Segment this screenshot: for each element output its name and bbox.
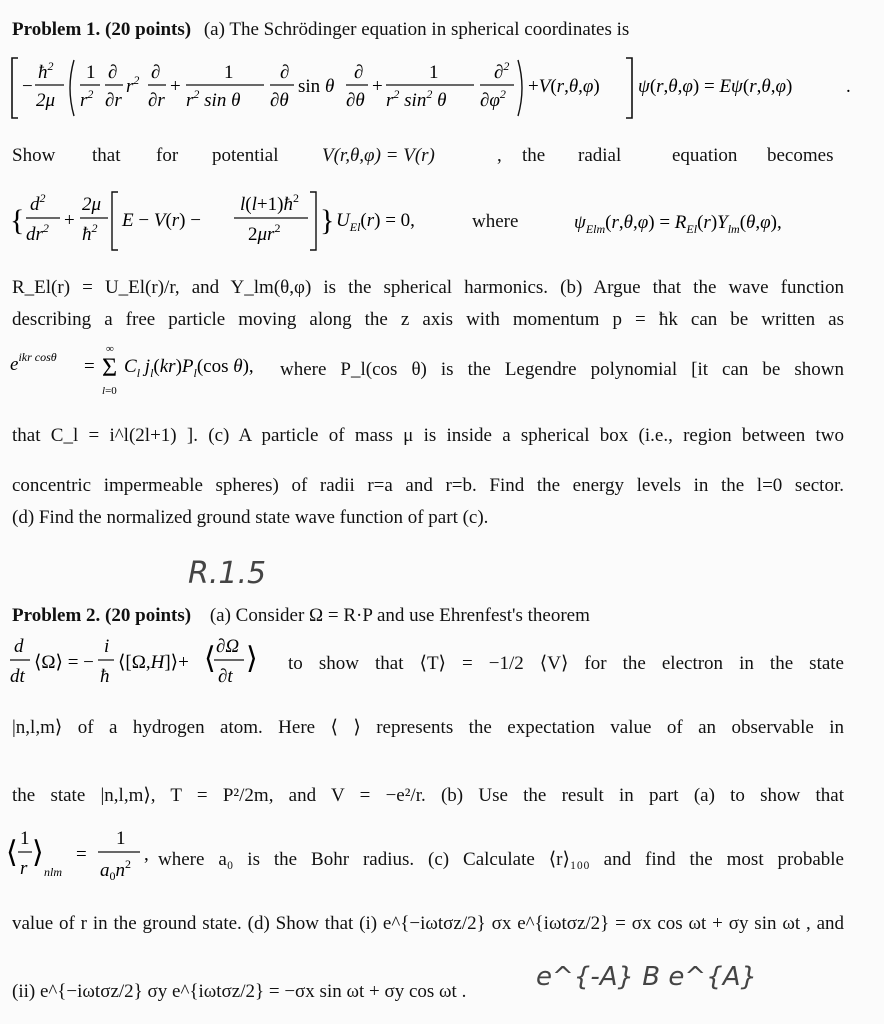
svg-text:dt: dt bbox=[10, 666, 25, 687]
svg-text:d2: $d^2$ bbox=[30, 191, 46, 215]
svg-text:∂θ: ∂θ bbox=[270, 90, 289, 111]
ehrenfest-theorem-render bbox=[8, 630, 280, 694]
svg-text:r: r bbox=[20, 858, 28, 879]
svg-text:l=0: l=0 bbox=[102, 385, 117, 397]
svg-text:ħ2: $ħ^2$ bbox=[38, 59, 54, 83]
svg-text:∂: ∂ bbox=[354, 62, 364, 83]
svg-text:1: 1 bbox=[429, 62, 439, 83]
svg-text:r2: $r^2$ bbox=[80, 87, 94, 111]
svg-text:∂t: ∂t bbox=[218, 666, 233, 687]
problem2-line3: |n,l,m⟩ of a hydrogen atom. Here ⟨ ⟩ represents the expectation value of an observable in bbox=[12, 717, 844, 738]
svg-text:∂r: ∂r bbox=[148, 90, 165, 111]
problem1-line8: concentric impermeable spheres) of radii r=a and r=b. Find the energy levels in the l=0 sector. bbox=[12, 475, 844, 496]
svg-text:∂φ2: $\partial\varphi^2$ bbox=[480, 87, 506, 111]
svg-text:∂: ∂ bbox=[280, 62, 290, 83]
svg-text:r2 sin2 θ: $r^2$ $\sin^2 \theta$ bbox=[386, 87, 447, 111]
inverse-r-expectation-render bbox=[6, 822, 156, 886]
svg-text:ħ2: $ħ^2$ bbox=[82, 221, 98, 245]
svg-text:⟨: ⟨ bbox=[6, 836, 18, 869]
svg-text:d: d bbox=[14, 636, 24, 657]
svg-text:2μ: 2μ bbox=[36, 90, 56, 111]
svg-text:sin θ: sin θ bbox=[298, 76, 335, 97]
svg-text:ħ: ħ bbox=[100, 666, 110, 687]
svg-text:2μ: 2μ bbox=[82, 194, 102, 215]
svg-text:1: 1 bbox=[20, 828, 30, 849]
problem1-heading: Problem 1. (20 points) bbox=[12, 19, 192, 40]
svg-text:⟩: ⟩ bbox=[246, 642, 258, 675]
wavefunction-definition-render bbox=[572, 206, 852, 240]
problem2-line2-text: to show that ⟨T⟩ = −1/2 ⟨V⟩ for the electron in the state bbox=[288, 653, 844, 674]
svg-text:r2: $r^2$ bbox=[126, 73, 140, 97]
schrodinger-equation bbox=[8, 54, 858, 124]
problem2-heading: Problem 2. (20 points) bbox=[12, 605, 192, 626]
problem2-line5-text: where a₀ is the Bohr radius. (c) Calculate ⟨r⟩₁₀₀ and find the most probable bbox=[158, 849, 844, 870]
svg-text:a0n2: $a_0n^2$ bbox=[100, 857, 131, 883]
svg-text:=: = bbox=[84, 356, 95, 377]
svg-text:i: i bbox=[104, 636, 110, 657]
svg-text:−: − bbox=[22, 76, 33, 97]
svg-text:eikr cosθ: $e^{ikr cos\theta}$ bbox=[10, 350, 57, 375]
problem2-line7: (ii) e^{−iωtσz/2} σy e^{iωtσz/2} = −σx sin ωt + σy cos ωt . bbox=[12, 981, 467, 1002]
svg-text:Σ: Σ bbox=[102, 353, 118, 382]
word-equation: equation bbox=[672, 145, 738, 166]
svg-text:1: 1 bbox=[86, 62, 96, 83]
svg-text:⟨[Ω,H]⟩+: ⟨[Ω,H]⟩+ bbox=[118, 652, 189, 673]
svg-text:UEl(r) = 0,: $U_{El}(r) = 0$, bbox=[336, 210, 415, 234]
svg-text:+: + bbox=[170, 76, 181, 97]
handwritten-note-1: R.1.5 bbox=[188, 556, 267, 591]
word-for: for bbox=[156, 145, 179, 166]
ehrenfest-theorem bbox=[8, 630, 280, 694]
word-that: that bbox=[92, 145, 121, 166]
handwritten-note-2: e^{-A} B e^{A} bbox=[536, 962, 758, 992]
svg-text:nlm: nlm bbox=[44, 865, 62, 879]
svg-text:ψElm(r,θ,φ) = REl(r)Ylm(θ,φ),: $\psi_{Elm}(r,\theta,\varphi) = R_{El}(r)Y_{lm}(\theta,\varphi)$, bbox=[574, 212, 782, 236]
svg-text:∂Ω: ∂Ω bbox=[216, 636, 240, 657]
svg-text:=: = bbox=[76, 844, 87, 865]
word-potential: potential bbox=[212, 145, 279, 166]
radial-equation-render bbox=[8, 188, 488, 256]
svg-text:∂: ∂ bbox=[151, 62, 161, 83]
problem1-first-line bbox=[12, 18, 844, 42]
problem1-part-a-intro: (a) The Schrödinger equation in spherical coordinates is bbox=[203, 19, 630, 40]
potential-condition: V(r,θ,φ) = V(r) bbox=[322, 145, 435, 166]
svg-text:1: 1 bbox=[116, 828, 126, 849]
problem2-first-line bbox=[12, 604, 844, 628]
svg-text:r2 sin θ: $r^2$ sin θ bbox=[186, 87, 241, 111]
svg-text:E − V(r) −: E − V(r) − bbox=[122, 210, 201, 231]
problem1-line9: (d) Find the normalized ground state wave function of part (c). bbox=[12, 507, 489, 528]
schrodinger-equation-render bbox=[8, 54, 858, 124]
svg-text:,: , bbox=[144, 844, 149, 865]
problem2-line4: the state |n,l,m⟩, T = P²/2m, and V = −e²/r. (b) Use the result in part (a) to show that bbox=[12, 785, 844, 806]
svg-text:+: + bbox=[372, 76, 383, 97]
svg-text:∂θ: ∂θ bbox=[346, 90, 365, 111]
problem1-line5: describing a free particle moving along the z axis with momentum p = ħk can be written as bbox=[12, 309, 844, 330]
problem1-line7: that C_l = i^l(2l+1) ]. (c) A particle of mass μ is inside a spherical box (i.e., region between two bbox=[12, 425, 844, 446]
svg-text:{: { bbox=[10, 204, 25, 237]
svg-text:+: + bbox=[64, 210, 75, 231]
svg-text:l(l+1)ħ2: $l(l+1)ħ^2$ bbox=[240, 191, 299, 215]
svg-text:.: . bbox=[846, 76, 851, 97]
svg-text:+V(r,θ,φ): +V(r,θ,φ) bbox=[528, 76, 600, 97]
word-where: where bbox=[472, 211, 519, 232]
show-that-line bbox=[12, 145, 844, 171]
svg-text:⟨Ω⟩ = −: ⟨Ω⟩ = − bbox=[34, 652, 94, 673]
svg-text:⟨: ⟨ bbox=[204, 642, 216, 675]
problem1-line4: R_El(r) = U_El(r)/r, and Y_lm(θ,φ) is the spherical harmonics. (b) Argue that the wave function bbox=[12, 277, 844, 298]
wavefunction-definition bbox=[572, 206, 852, 240]
inverse-r-expectation bbox=[6, 822, 156, 886]
svg-text:∞: ∞ bbox=[106, 343, 114, 355]
word-becomes: becomes bbox=[767, 145, 834, 166]
word-the: the bbox=[522, 145, 546, 166]
svg-text:∂: ∂ bbox=[108, 62, 118, 83]
comma: , bbox=[497, 145, 502, 166]
problem2-line1: (a) Consider Ω = R·P and use Ehrenfest's theorem bbox=[209, 605, 590, 626]
word-radial: radial bbox=[578, 145, 622, 166]
plane-wave-expansion-render bbox=[8, 338, 278, 404]
svg-text:∂2: ∂$^2$ bbox=[494, 59, 510, 83]
problem2-line6: value of r in the ground state. (d) Show that (i) e^{−iωtσz/2} σx e^{iωtσz/2} = σx cos ωt + σy sin ωt , and bbox=[12, 913, 844, 934]
svg-text:ψ(r,θ,φ) = Eψ(r,θ,φ): ψ(r,θ,φ) = Eψ(r,θ,φ) bbox=[638, 76, 793, 97]
svg-text:⟩: ⟩ bbox=[32, 836, 44, 869]
svg-text:2μr2: $2\mu r^2$ bbox=[248, 221, 281, 245]
problem1-line6-text: where P_l(cos θ) is the Legendre polynomial [it can be shown bbox=[280, 359, 844, 380]
word-show: Show bbox=[12, 145, 56, 166]
radial-equation bbox=[8, 188, 488, 256]
svg-text:Cl jl(kr)Pl(cos θ),: $C_l$ $j_l(kr)P_l(\cos$ θ), bbox=[124, 356, 254, 380]
svg-text:1: 1 bbox=[224, 62, 234, 83]
svg-text:}: } bbox=[320, 204, 335, 237]
plane-wave-expansion bbox=[8, 338, 278, 404]
svg-text:dr2: $dr^2$ bbox=[26, 221, 49, 245]
svg-text:∂r: ∂r bbox=[105, 90, 122, 111]
